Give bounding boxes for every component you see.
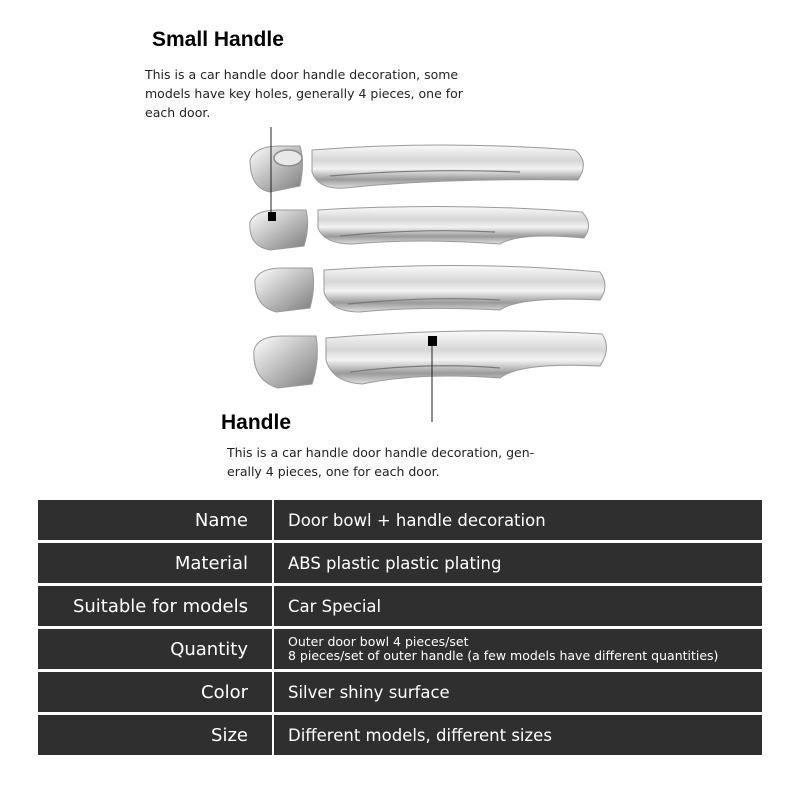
- spec-row-color: [38, 672, 762, 712]
- spec-row-material: [38, 543, 762, 583]
- small-handle-description: [145, 65, 505, 122]
- specification-table: [38, 497, 762, 758]
- handle-cover-piece: [254, 331, 607, 388]
- handle-description: [227, 443, 572, 481]
- handle-cover-piece: [255, 265, 605, 312]
- spec-value-line: Outer door bowl 4 pieces/set: [288, 634, 469, 649]
- small-handle-description-line: each door.: [145, 105, 211, 120]
- spec-row-size: [38, 715, 762, 755]
- small-handle-callout-marker: [268, 212, 276, 221]
- small-handle-description-line: This is a car handle door handle decoration, some: [145, 67, 459, 82]
- small-handle-description-line: models have key holes, generally 4 pieces, one for: [145, 86, 463, 101]
- spec-value: [274, 629, 762, 669]
- spec-value: Car Special: [274, 586, 762, 626]
- spec-value: Different models, different sizes: [274, 715, 762, 755]
- spec-label: Size: [38, 715, 274, 755]
- spec-row-suitable-models: [38, 586, 762, 626]
- spec-value: ABS plastic plastic plating: [274, 543, 762, 583]
- spec-label: Color: [38, 672, 274, 712]
- handle-description-line: erally 4 pieces, one for each door.: [227, 464, 440, 479]
- spec-label: Suitable for models: [38, 586, 274, 626]
- spec-value-line: 8 pieces/set of outer handle (a few models have different quantities): [288, 648, 719, 663]
- spec-row-name: [38, 500, 762, 540]
- handle-callout-marker: [428, 336, 437, 346]
- spec-label: Name: [38, 500, 274, 540]
- spec-label: Quantity: [38, 629, 274, 669]
- handle-cover-piece: [250, 145, 583, 192]
- spec-label: Material: [38, 543, 274, 583]
- handle-description-line: This is a car handle door handle decoration, gen-: [227, 445, 535, 460]
- spec-value: Silver shiny surface: [274, 672, 762, 712]
- spec-value: Door bowl + handle decoration: [274, 500, 762, 540]
- small-handle-title: Small Handle: [152, 28, 284, 51]
- handle-title: Handle: [221, 411, 292, 434]
- handle-cover-piece: [250, 206, 589, 250]
- spec-row-quantity: [38, 629, 762, 669]
